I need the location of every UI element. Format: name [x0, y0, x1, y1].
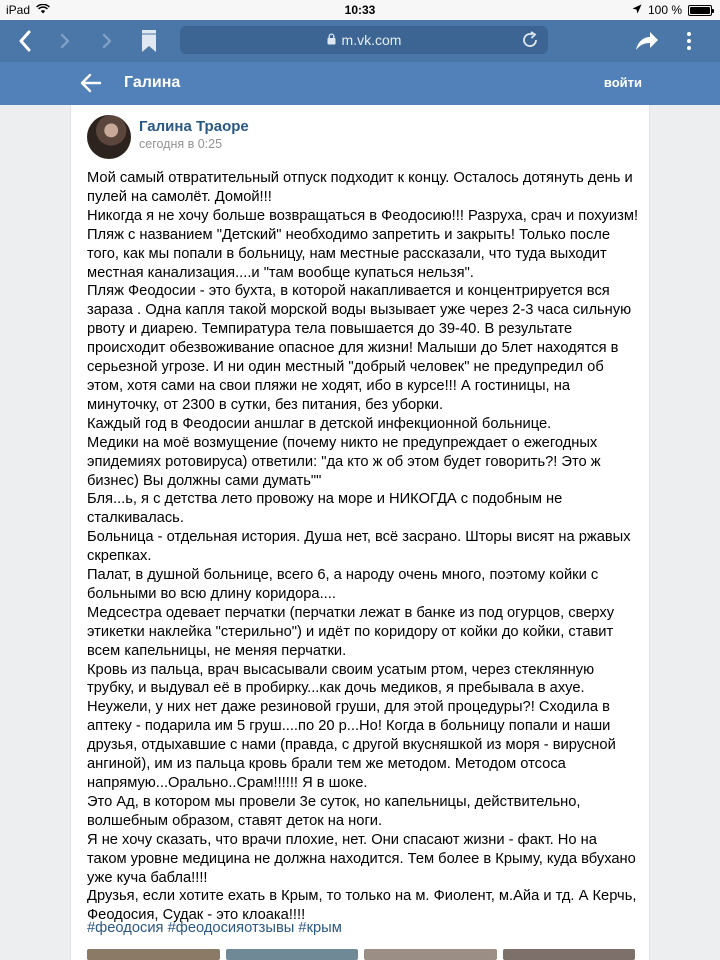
- login-button[interactable]: войти: [603, 75, 642, 90]
- post-text-line: больными во всю длину коридора....: [87, 585, 336, 602]
- post-text-line: происходит обезвоживание опасное для жизни! Малыши до 5лет находятся в: [87, 340, 619, 357]
- photo-thumbnail[interactable]: [364, 949, 497, 960]
- share-arrow-icon[interactable]: [632, 26, 662, 56]
- post-time[interactable]: сегодня в 0:25: [139, 137, 223, 151]
- post-text-line: зараза . Одна капля такой морской воды вызывает уже через 2-3 часа сильную: [87, 302, 632, 319]
- post-text-line: сталкивалась.: [87, 510, 184, 527]
- post-text-line: местная канализация....и "там вообще купаться нельзя".: [87, 264, 474, 281]
- post-text-line: пулей на самолёт. Домой!!!: [87, 188, 272, 205]
- post-text-line: Мой самый отвратительный отпуск подходит к концу. Осталось дотянуть день и: [87, 170, 633, 186]
- device-label: iPad: [6, 3, 31, 17]
- reload-icon[interactable]: [520, 30, 540, 53]
- post-text-line: таком уровне медицина не должна находится. Тем более в Крыму, куда вбухано: [87, 850, 636, 867]
- post-text-line: Кровь из пальца, врач высасывали своим усатым ртом, через стеклянную: [87, 661, 595, 678]
- post-text-line: минуточку, от 2300 в сутки, без питания, без уборки.: [87, 396, 444, 413]
- post-text-line: Бля...ь, я с детства лето провожу на море и НИКОГДА с подобным не: [87, 491, 563, 508]
- post-text: [87, 169, 647, 925]
- post-text-line: друзья, отдыхавшие с нами (правда, с другой вкусняшкой из моря - вирусной: [87, 737, 616, 754]
- post-text-line: того, как мы попали в больницу, нам местные рассказали, что туда выходит: [87, 245, 607, 262]
- post-hashtags[interactable]: #феодосия #феодосияотзывы #крым: [87, 920, 342, 936]
- post-text-line: волшебным образом, ставят деток на ноги.: [87, 812, 383, 829]
- post-text-line: всем капельницы, не меняя перчатки.: [87, 642, 347, 659]
- post-text-line: скрепках.: [87, 548, 152, 565]
- post-text-line: Неужели, у них нет даже резиновой груши, для этой процедуры?! Сходила в: [87, 699, 610, 716]
- status-right: [632, 3, 712, 17]
- post-text-line: Друзья, если хотите ехать в Крым, то только на м. Фиолент, м.Айа и тд. А Керчь,: [87, 888, 637, 905]
- forward-dim-icon[interactable]: [92, 26, 122, 56]
- post-text-line: ангиной), им из пальца кровь брали тем же методом. Методом отсоса: [87, 756, 566, 773]
- post-text-line: Феодосия, Судак - это клоака!!!!: [87, 907, 306, 924]
- post-card: [70, 105, 650, 960]
- post-text-line: Пляж с названием "Детский" необходимо запретить и закрыть! Только после: [87, 226, 611, 243]
- chevron-right-icon[interactable]: [50, 26, 80, 56]
- url-bar[interactable]: [180, 26, 548, 54]
- post-text-line: Медсестра одевает перчатки (перчатки лежат в банке из под огурцов, сверху: [87, 604, 615, 621]
- arrow-left-icon[interactable]: [80, 73, 104, 95]
- photo-thumbnail[interactable]: [87, 949, 220, 960]
- post-text-line: бизнес) Вы должны сами думать"": [87, 472, 322, 489]
- battery-icon: [688, 5, 712, 16]
- location-icon: [632, 3, 642, 17]
- post-text-line: Пляж Феодосии - это бухта, в которой накапливается и концентрируется вся: [87, 283, 610, 300]
- browser-toolbar: [0, 20, 720, 62]
- vk-header: [0, 62, 720, 105]
- lock-icon: [327, 32, 336, 48]
- url-text: m.vk.com: [341, 32, 402, 48]
- post-text-line: Я не хочу сказать, что врачи плохие, нет. Они спасают жизни - факт. Но на: [87, 831, 597, 848]
- post-text-line: Медики на моё возмущение (почему никто не предупреждает о ежегодных: [87, 434, 598, 451]
- post-text-line: Палат, в душной больнице, всего 6, а народу очень много, поэтому койки с: [87, 567, 599, 584]
- page-title: Галина: [124, 74, 181, 91]
- post-text-line: напрямую...Орально..Срам!!!!!! Я в шоке.: [87, 775, 368, 791]
- ios-status-bar: [0, 0, 720, 20]
- post-text-line: трубку, и выдувал её в пробирку...как дочь медиков, я пребывала в ахуе.: [87, 680, 585, 697]
- battery-fill: [690, 7, 710, 14]
- bookmark-icon[interactable]: [134, 26, 164, 56]
- chevron-left-icon[interactable]: [10, 26, 40, 56]
- post-text-line: серьезной угрозе. И ни один местный "добрый человек" не предупредил об: [87, 359, 604, 376]
- post-text-line: аптеку - подарила им 5 груш....по 20 р...Но! Когда в больницу попали и наши: [87, 718, 611, 735]
- battery-percent: 100 %: [647, 3, 682, 17]
- post-author[interactable]: Галина Траоре: [139, 118, 249, 135]
- more-vertical-icon[interactable]: [674, 26, 704, 56]
- post-text-line: этом, хотя сами на свои пляжи не ходят, ибо в курсе!!! А гостиницы, на: [87, 377, 570, 394]
- post-text-line: этикетки наклейка "стерильно") и идёт по коридору от койки до койки, ставит: [87, 623, 614, 640]
- photo-thumbnail[interactable]: [503, 949, 636, 960]
- post-text-line: Каждый год в Феодосии аншлаг в детской инфекционной больнице.: [87, 415, 552, 432]
- post-text-line: Больница - отдельная история. Душа нет, всё засрано. Шторы висят на ржавых: [87, 529, 631, 546]
- post-text-line: Это Ад, в котором мы провели 3е суток, но капельницы, действительно,: [87, 793, 581, 810]
- photo-strip: [87, 949, 635, 960]
- photo-thumbnail[interactable]: [226, 949, 359, 960]
- avatar[interactable]: [87, 115, 131, 159]
- post-text-line: эпидемиях ротовируса) ответили: "да кто ж об этом будет говорить?! Это ж: [87, 453, 601, 470]
- post-text-line: уже куча бабла!!!!: [87, 869, 208, 886]
- status-time: 10:33: [344, 3, 376, 17]
- post-text-line: Никогда я не хочу больше возвращаться в Феодосию!!! Разруха, срач и похуизм!: [87, 207, 639, 224]
- post-text-line: рвоту и диарею. Темпиратура тела повышается до 39-40. В результате: [87, 321, 573, 338]
